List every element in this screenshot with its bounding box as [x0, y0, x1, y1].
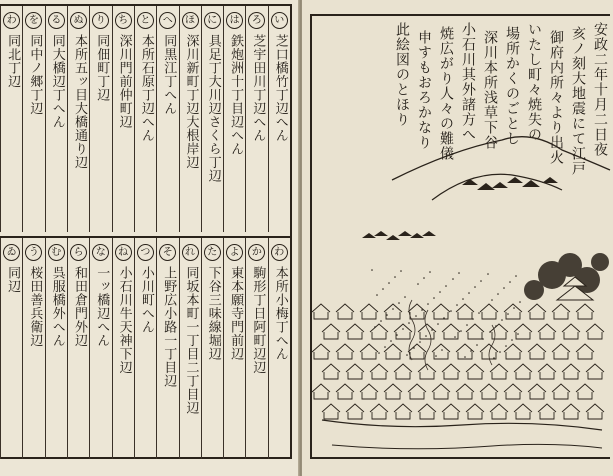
district-name: 和田倉門外辺 [72, 266, 87, 347]
district-name: 芝口橋竹丁辺へん [272, 34, 288, 142]
house [576, 304, 594, 319]
spark [456, 304, 458, 306]
district-name: 桜田善兵衛辺 [27, 266, 43, 347]
house [432, 384, 450, 399]
house [442, 364, 460, 379]
spark [497, 293, 499, 295]
kana-circle-label: に [204, 12, 221, 29]
spark [460, 330, 462, 332]
narrative-column: 亥ノ刻大地震にて江戸 [570, 26, 586, 176]
district-column [268, 6, 290, 232]
kana-circle-label: つ [137, 244, 154, 261]
spark [402, 328, 404, 330]
spark [376, 294, 378, 296]
district-column [112, 6, 134, 232]
spark [474, 286, 476, 288]
district-name: 同佃町丁辺 [94, 34, 110, 102]
kana-circle-label: ゐ [3, 244, 20, 261]
district-column [201, 6, 223, 232]
spark [417, 283, 419, 285]
district-name: 上野広小路一丁目辺 [161, 266, 177, 388]
kana-circle-label: な [92, 244, 109, 261]
house [576, 384, 594, 399]
spark [413, 347, 415, 349]
district-name: 同中ノ郷丁辺 [27, 34, 43, 115]
spark [493, 357, 495, 359]
district-column [156, 6, 178, 232]
kana-circle-label: ろ [248, 12, 265, 29]
district-column [89, 6, 111, 232]
district-column [134, 238, 156, 459]
kana-circle-label: は [226, 12, 243, 29]
house [336, 384, 354, 399]
right-page [302, 0, 613, 476]
district-name: 駒形丁日阿町辺辺 [250, 266, 266, 374]
narrative-column: 御府内所々より出火 [548, 30, 564, 165]
spark [392, 308, 394, 310]
district-column [22, 6, 44, 232]
house [562, 404, 580, 419]
spark [454, 336, 456, 338]
house [418, 364, 436, 379]
house [528, 304, 546, 319]
spark [507, 313, 509, 315]
spark [384, 346, 386, 348]
kana-circle-label: む [48, 244, 65, 261]
spark [421, 309, 423, 311]
kana-circle-label: ぬ [70, 12, 87, 29]
spark [378, 352, 380, 354]
district-name: 具足丁大川辺さくら丁辺 [205, 34, 221, 183]
spark [495, 325, 497, 327]
district-column [156, 238, 178, 459]
house [322, 404, 340, 419]
narrative-column: 深川本所浅草下谷 [482, 30, 498, 150]
spark [452, 278, 454, 280]
house [514, 364, 532, 379]
spark [441, 349, 443, 351]
spark [462, 298, 464, 300]
house [442, 324, 460, 339]
district-column [245, 238, 267, 459]
district-name: 小川町へん [138, 266, 154, 334]
spark [431, 329, 433, 331]
spark [429, 271, 431, 273]
house [466, 324, 484, 339]
spark [491, 299, 493, 301]
kana-circle-label: る [48, 12, 65, 29]
house [336, 304, 354, 319]
riverbank [332, 444, 602, 448]
kana-circle-label: ね [115, 244, 132, 261]
kana-circle-label: ら [70, 244, 87, 261]
house [346, 364, 364, 379]
spark [468, 292, 470, 294]
riverbank [322, 420, 602, 430]
spark [511, 339, 513, 341]
spark [433, 297, 435, 299]
narrative-column: いたし町々焼失の [526, 22, 542, 142]
house [480, 304, 498, 319]
house [360, 384, 378, 399]
house [562, 364, 580, 379]
district-name: 鉄炮洲十丁目辺へん [228, 34, 244, 156]
kana-circle-label: わ [271, 244, 288, 261]
district-name: 本所小梅丁へん [272, 266, 288, 361]
district-column [179, 6, 201, 232]
spark [439, 291, 441, 293]
houses [312, 304, 604, 419]
narrative-column: 小石川其外諸方へ [460, 22, 476, 142]
house [562, 324, 580, 339]
house [456, 384, 474, 399]
spark [386, 314, 388, 316]
district-column [0, 238, 22, 459]
district-column [45, 238, 67, 459]
spark [513, 307, 515, 309]
spark [519, 301, 521, 303]
house [322, 364, 340, 379]
house [528, 384, 546, 399]
spark [505, 345, 507, 347]
district-name: 本所五ッ目大橋通り辺 [72, 34, 87, 169]
house [552, 344, 570, 359]
spark [380, 320, 382, 322]
district-name: 同大橋辺丁へん [49, 34, 65, 129]
district-name: 同坂本町一丁目二丁目辺 [183, 266, 199, 415]
spark [396, 334, 398, 336]
district-column [0, 6, 22, 232]
spark [408, 322, 410, 324]
kana-circle-label: り [92, 12, 109, 29]
kana-circle-label: よ [226, 244, 243, 261]
city-fire-illustration [302, 0, 613, 476]
house [466, 364, 484, 379]
spark [450, 310, 452, 312]
house [504, 304, 522, 319]
district-column [112, 238, 134, 459]
spark [423, 277, 425, 279]
district-column [67, 6, 89, 232]
kana-circle-label: た [204, 244, 221, 261]
sparks [371, 269, 521, 359]
spark [482, 338, 484, 340]
spark [472, 318, 474, 320]
narrative-column: 焼広がり人々の難儀 [438, 26, 454, 161]
house [346, 324, 364, 339]
narrative-column: 申すもおろかなり [416, 30, 432, 150]
spark [371, 269, 373, 271]
district-column [223, 6, 245, 232]
house [586, 404, 604, 419]
kana-circle-label: そ [159, 244, 176, 261]
spark [437, 323, 439, 325]
spark [415, 315, 417, 317]
spark [382, 288, 384, 290]
house [418, 324, 436, 339]
house [442, 404, 460, 419]
district-name: 東本願寺門前辺 [228, 266, 244, 361]
district-name: 芝宇田川丁辺へん [250, 34, 266, 142]
pine-trees-hill [362, 177, 558, 240]
district-name: 本所石原丁辺へん [138, 34, 154, 142]
house [456, 304, 474, 319]
spark [476, 344, 478, 346]
house [394, 404, 412, 419]
spark [404, 296, 406, 298]
house [346, 404, 364, 419]
spark [406, 354, 408, 356]
spark [390, 340, 392, 342]
district-name: 一ッ橋辺へん [94, 266, 110, 347]
spark [445, 285, 447, 287]
house [432, 304, 450, 319]
spark [509, 281, 511, 283]
house [552, 304, 570, 319]
spark [398, 302, 400, 304]
hill-outline [392, 137, 610, 180]
spark [517, 333, 519, 335]
house [480, 384, 498, 399]
spark [478, 312, 480, 314]
district-name: 深川新町丁辺大根岸辺 [183, 34, 199, 169]
house [322, 324, 340, 339]
house [384, 304, 402, 319]
district-name: 同黒江丁へん [161, 34, 177, 115]
table-bottom-row [0, 236, 290, 459]
spark [499, 351, 501, 353]
house [576, 344, 594, 359]
district-column [22, 238, 44, 459]
district-column [201, 238, 223, 459]
spark [515, 275, 517, 277]
spark [464, 356, 466, 358]
kana-circle-label: と [137, 12, 154, 29]
spark [487, 273, 489, 275]
house [370, 324, 388, 339]
table-top-row [0, 6, 290, 232]
spark [427, 303, 429, 305]
district-name: 下谷三味線堀辺 [205, 266, 221, 361]
house [384, 344, 402, 359]
house [336, 344, 354, 359]
house [394, 324, 412, 339]
spark [425, 335, 427, 337]
kana-circle-label: へ [159, 12, 176, 29]
spark [400, 270, 402, 272]
spark [388, 282, 390, 284]
left-page [0, 0, 300, 476]
house [528, 344, 546, 359]
house [312, 344, 330, 359]
house [384, 384, 402, 399]
house [538, 364, 556, 379]
kana-circle-label: ち [115, 12, 132, 29]
kana-circle-label: い [271, 12, 288, 29]
spark [443, 317, 445, 319]
spark [503, 287, 505, 289]
spark [501, 319, 503, 321]
district-column [245, 6, 267, 232]
house [490, 364, 508, 379]
house [370, 364, 388, 379]
house [432, 344, 450, 359]
district-column [223, 238, 245, 459]
house [360, 304, 378, 319]
spark [489, 331, 491, 333]
house [538, 324, 556, 339]
district-name: 同北丁辺 [5, 34, 21, 88]
district-column [179, 238, 201, 459]
narrative-column: 安政二年十月二日夜 [592, 22, 608, 157]
house [408, 384, 426, 399]
house [514, 404, 532, 419]
district-name: 呉服橋外へん [49, 266, 65, 347]
spark [419, 341, 421, 343]
district-table [0, 4, 292, 459]
spark [470, 350, 472, 352]
house [538, 404, 556, 419]
district-column [89, 238, 111, 459]
house [586, 324, 604, 339]
house [394, 364, 412, 379]
house [504, 384, 522, 399]
house [490, 404, 508, 419]
spark [458, 272, 460, 274]
narrative-column: 場所かくのごとし [504, 26, 520, 146]
spark [480, 280, 482, 282]
district-column [45, 6, 67, 232]
house [552, 384, 570, 399]
kana-circle-label: れ [182, 244, 199, 261]
district-name: 小石川牛天神下辺 [116, 266, 132, 374]
house [312, 304, 330, 319]
house [586, 364, 604, 379]
kana-circle-label: ほ [182, 12, 199, 29]
district-column [67, 238, 89, 459]
spark [374, 326, 376, 328]
district-name: 同辺 [5, 266, 21, 293]
spark [466, 324, 468, 326]
house [360, 344, 378, 359]
kana-circle-label: わ [3, 12, 20, 29]
narrative-column: 此絵図のとほり [394, 22, 410, 127]
house [370, 404, 388, 419]
district-column [134, 6, 156, 232]
house [418, 404, 436, 419]
district-name: 深川門前仲町辺 [116, 34, 132, 129]
house [466, 404, 484, 419]
house [312, 384, 330, 399]
kana-circle-label: う [25, 244, 42, 261]
spark [435, 355, 437, 357]
house [514, 324, 532, 339]
kana-circle-label: か [248, 244, 265, 261]
district-column [268, 238, 290, 459]
spark [394, 276, 396, 278]
kana-circle-label: を [25, 12, 42, 29]
